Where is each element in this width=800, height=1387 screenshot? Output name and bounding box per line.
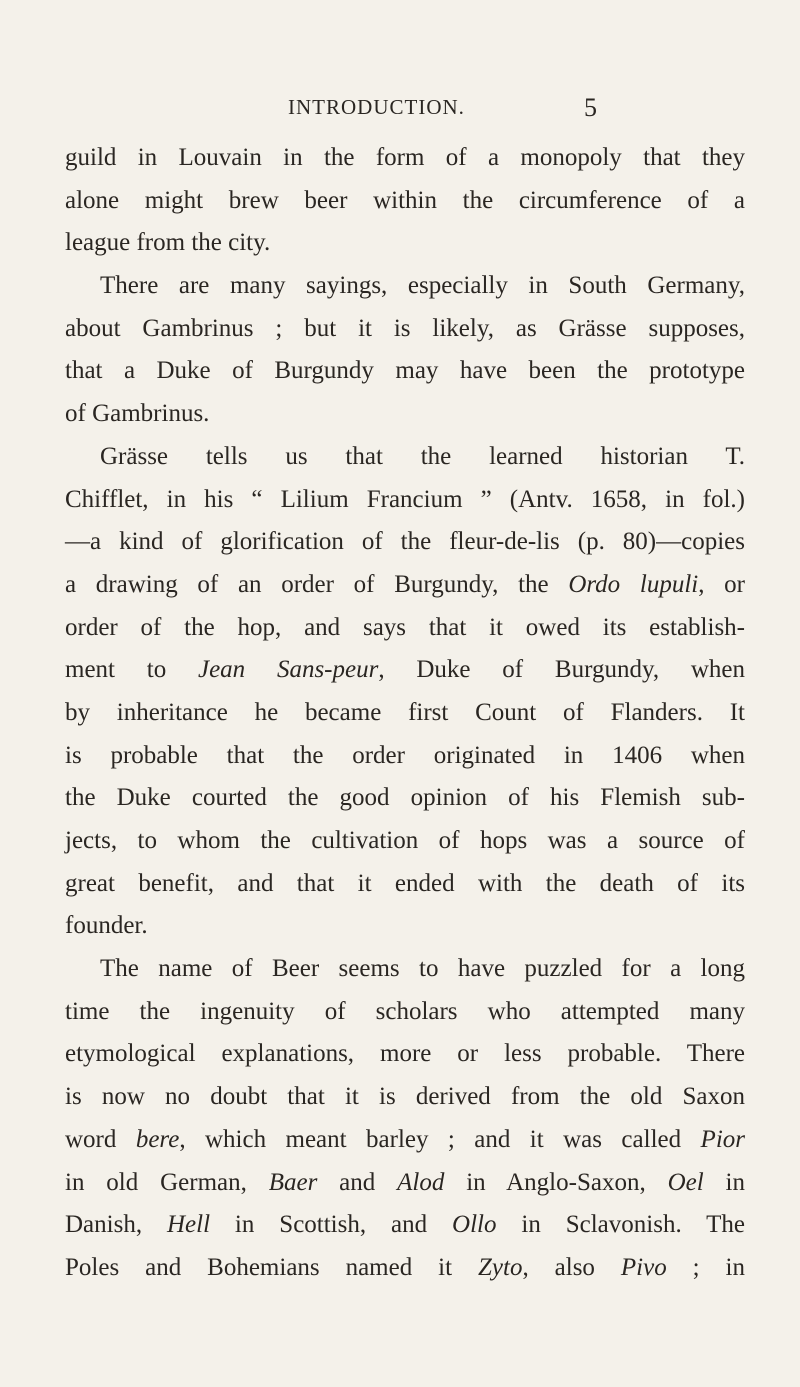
text-line: Danish, Hell in Scottish, and Ollo in Sclavonish. The — [65, 1211, 746, 1239]
text-line: by inheritance he became first Count of Flanders. It — [65, 698, 745, 726]
text-line: Chifflet, in his “ Lilium Francium ” (Antv. 1658, in fol.) — [65, 485, 745, 513]
text-line: The name of Beer seems to have puzzled for a long — [100, 955, 745, 983]
text-line: Poles and Bohemians named it Zyto, also Pivo ; in — [65, 1253, 745, 1281]
text-line: is now no doubt that it is derived from the old Saxon — [65, 1083, 745, 1111]
text-line: the Duke courted the good opinion of his Flemish sub- — [65, 784, 745, 812]
text-line: great benefit, and that it ended with the death of its — [65, 869, 745, 897]
text-line: in old German, Baer and Alod in Anglo-Saxon, Oel in — [65, 1168, 745, 1196]
text-line: of Gambrinus. — [65, 400, 210, 428]
text-line: founder. — [65, 912, 148, 940]
text-line: ment to Jean Sans-peur, Duke of Burgundy, when — [65, 656, 745, 684]
text-line: word bere, which meant barley ; and it was called Pior — [65, 1125, 745, 1153]
text-line: etymological explanations, more or less probable. There — [65, 1040, 745, 1068]
text-line: is probable that the order originated in 1406 when — [65, 741, 745, 769]
text-line: —a kind of glorification of the fleur-de-lis (p. 80)—copies — [65, 528, 745, 556]
text-line: alone might brew beer within the circumference of a — [65, 186, 745, 214]
page-header — [0, 95, 800, 135]
text-line: guild in Louvain in the form of a monopoly that they — [65, 144, 745, 171]
running-title: INTRODUCTION. — [288, 95, 465, 119]
text-line: Grässe tells us that the learned historian T. — [100, 442, 745, 470]
text-line: order of the hop, and says that it owed its establish- — [65, 613, 745, 641]
text-line: that a Duke of Burgundy may have been the prototype — [65, 357, 745, 385]
text-line: about Gambrinus ; but it is likely, as Grässe supposes, — [65, 314, 745, 342]
page-number: 5 — [584, 93, 597, 122]
text-line: a drawing of an order of Burgundy, the Ordo lupuli, or — [65, 570, 746, 598]
text-line: time the ingenuity of scholars who attempted many — [65, 997, 745, 1025]
body-text — [65, 137, 745, 1290]
text-line: There are many sayings, especially in South Germany, — [100, 272, 745, 300]
text-line: league from the city. — [65, 229, 271, 257]
text-line: jects, to whom the cultivation of hops was a source of — [65, 827, 745, 854]
